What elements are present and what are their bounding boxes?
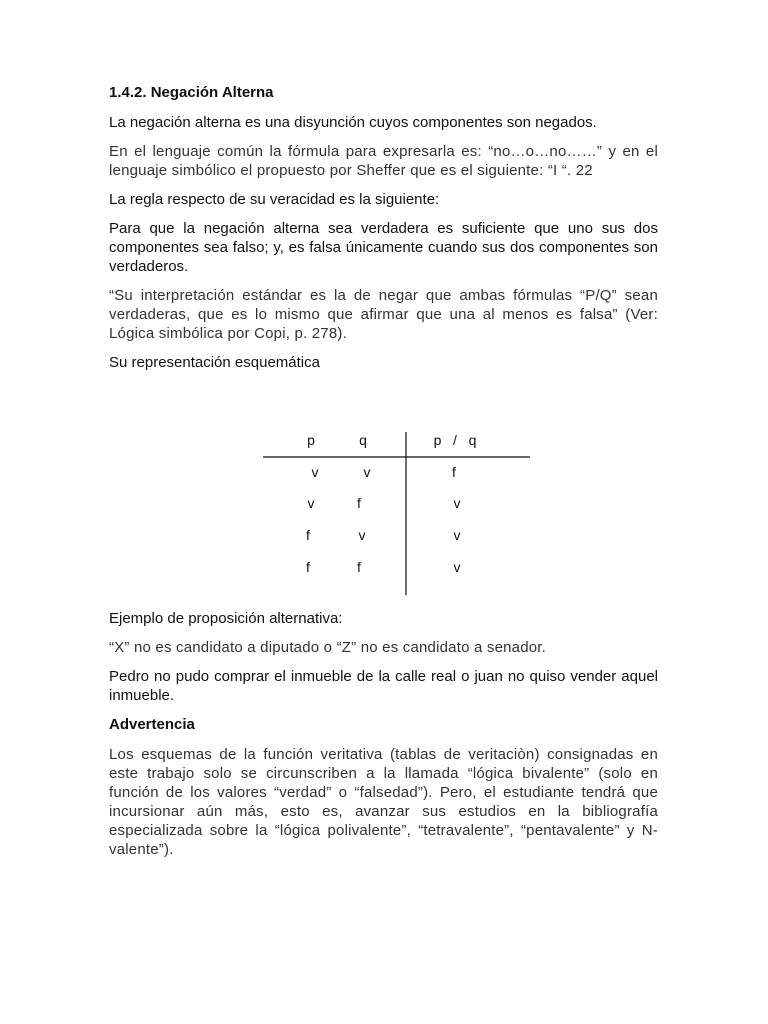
header-p-nand-q: p / q (433, 432, 477, 448)
header-p: p (307, 432, 315, 448)
cell-r2-result: v (453, 495, 461, 511)
paragraph-schema-intro: Su representación esquemática (109, 354, 320, 371)
cell-r3-p: f (306, 527, 310, 543)
header-q: q (359, 432, 367, 448)
truth-table-lines (109, 432, 658, 597)
cell-r2-q: f (357, 495, 361, 511)
paragraph-formula: En el lenguaje común la fórmula para expresarla es: “no…o…no……” y en el lenguaje simbólico el propuesto por Sheffer que es el siguiente: “I “. 22 (109, 143, 658, 179)
cell-r3-result: v (453, 527, 461, 543)
paragraph-example-intro: Ejemplo de proposición alternativa: (109, 610, 343, 627)
paragraph-warning: Los esquemas de la función veritativa (tablas de veritaciòn) consignadas en este trabajo solo se circunscriben a la llamada “lógica bivalente” (solo en función de los valores “verdad” o “falsedad”). Pero, el estudiante tendrá que incursionar aún más, esto es, avanzar sus estudios en la bibliografía especializada sobre la “lógica polivalente”, “tetravalente”, “pentavalente” y N-valente”). (109, 746, 658, 858)
paragraph-definition: La negación alterna es una disyunción cuyos componentes son negados. (109, 114, 597, 131)
cell-r4-p: f (306, 559, 310, 575)
warning-title: Advertencia (109, 716, 195, 733)
cell-r1-q: v (363, 464, 371, 480)
cell-r4-result: v (453, 559, 461, 575)
cell-r2-p: v (307, 495, 315, 511)
truth-table (109, 432, 658, 597)
cell-r1-p: v (311, 464, 319, 480)
paragraph-example-1: “X” no es candidato a diputado o “Z” no es candidato a senador. (109, 639, 547, 656)
cell-r3-q: v (358, 527, 366, 543)
document-page (109, 83, 658, 869)
cell-r4-q: f (357, 559, 361, 575)
section-title: 1.4.2. Negación Alterna (109, 84, 274, 101)
paragraph-rule-intro: La regla respecto de su veracidad es la siguiente: (109, 191, 440, 208)
cell-r1-result: f (452, 464, 456, 480)
paragraph-example-2: Pedro no pudo comprar el inmueble de la calle real o juan no quiso vender aquel inmueble. (109, 668, 658, 704)
paragraph-rule: Para que la negación alterna sea verdadera es suficiente que uno sus dos componentes sea falso; y, es falsa únicamente cuando sus dos componentes son verdaderos. (109, 220, 658, 275)
paragraph-quote: “Su interpretación estándar es la de negar que ambas fórmulas “P/Q” sean verdaderas, que es lo mismo que afirmar que una al menos es falsa” (Ver: Lógica simbólica por Copi, p. 278). (109, 287, 658, 342)
